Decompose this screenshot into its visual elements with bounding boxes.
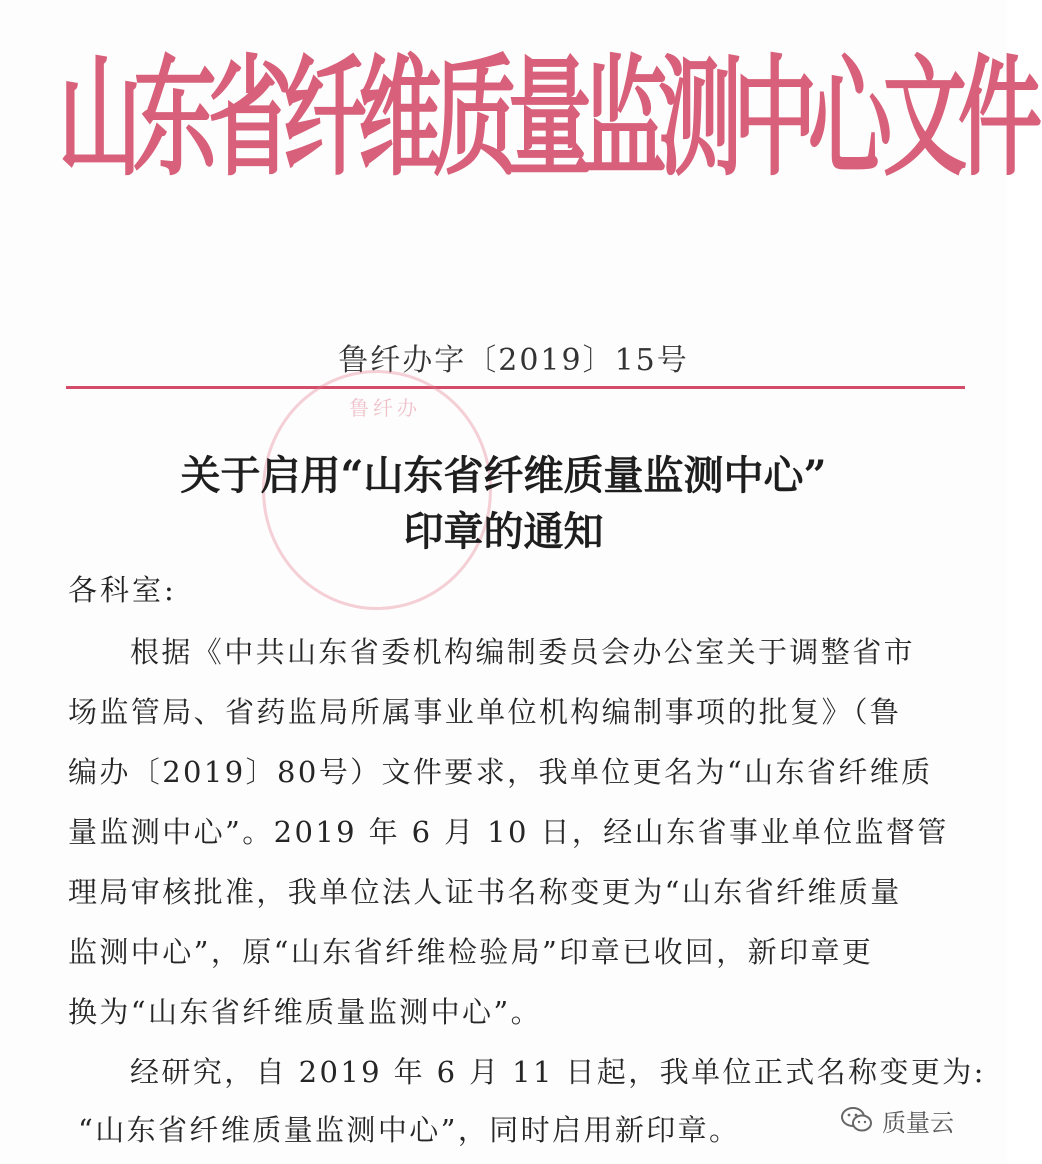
body-text-line: 监测中心”，原“山东省纤维检验局”印章已收回，新印章更 <box>68 935 874 969</box>
header-char: 东 <box>133 40 218 194</box>
document-header-title <box>58 0 1042 242</box>
header-char: 山 <box>58 40 143 194</box>
watermark <box>840 1100 954 1140</box>
header-char: 中 <box>733 40 818 194</box>
header-char: 测 <box>658 40 743 194</box>
body-text-line: 理局审核批准，我单位法人证书名称变更为“山东省纤维质量 <box>68 875 902 909</box>
header-char: 质 <box>433 40 518 194</box>
header-char: 文 <box>883 40 968 194</box>
document-number: 鲁纤办字〔2019〕15号 <box>338 343 689 378</box>
red-divider-rule <box>66 386 965 389</box>
header-char: 纤 <box>283 40 368 194</box>
header-char: 量 <box>508 40 593 194</box>
header-char: 省 <box>208 40 293 194</box>
header-char: 维 <box>358 40 443 194</box>
notice-title-line-2: 印章的通知 <box>403 508 604 555</box>
body-text-line: 编办〔2019〕80号）文件要求，我单位更名为“山东省纤维质 <box>68 755 933 789</box>
watermark-text: 质量云 <box>882 1108 954 1137</box>
body-text-line: 量监测中心”。2019 年 6 月 10 日，经山东省事业单位监督管 <box>68 815 949 849</box>
notice-title-line-1: 关于启用“山东省纤维质量监测中心” <box>180 452 827 499</box>
header-char: 心 <box>808 40 893 194</box>
body-text-line: “山东省纤维质量监测中心”，同时启用新印章。 <box>78 1113 741 1147</box>
body-text-line: 换为“山东省纤维质量监测中心”。 <box>68 995 543 1029</box>
seal-stamp-text: 鲁纤办 <box>349 396 421 420</box>
body-text-line: 场监管局、省药监局所属事业单位机构编制事项的批复》（鲁 <box>68 695 902 729</box>
header-char: 监 <box>583 40 668 194</box>
body-text-line: 根据《中共山东省委机构编制委员会办公室关于调整省市 <box>130 635 916 669</box>
body-text-line: 经研究，自 2019 年 6 月 11 日起，我单位正式名称变更为: <box>130 1055 986 1089</box>
header-char: 件 <box>958 40 1042 194</box>
wechat-icon <box>840 1105 874 1135</box>
salutation: 各科室: <box>68 573 177 607</box>
